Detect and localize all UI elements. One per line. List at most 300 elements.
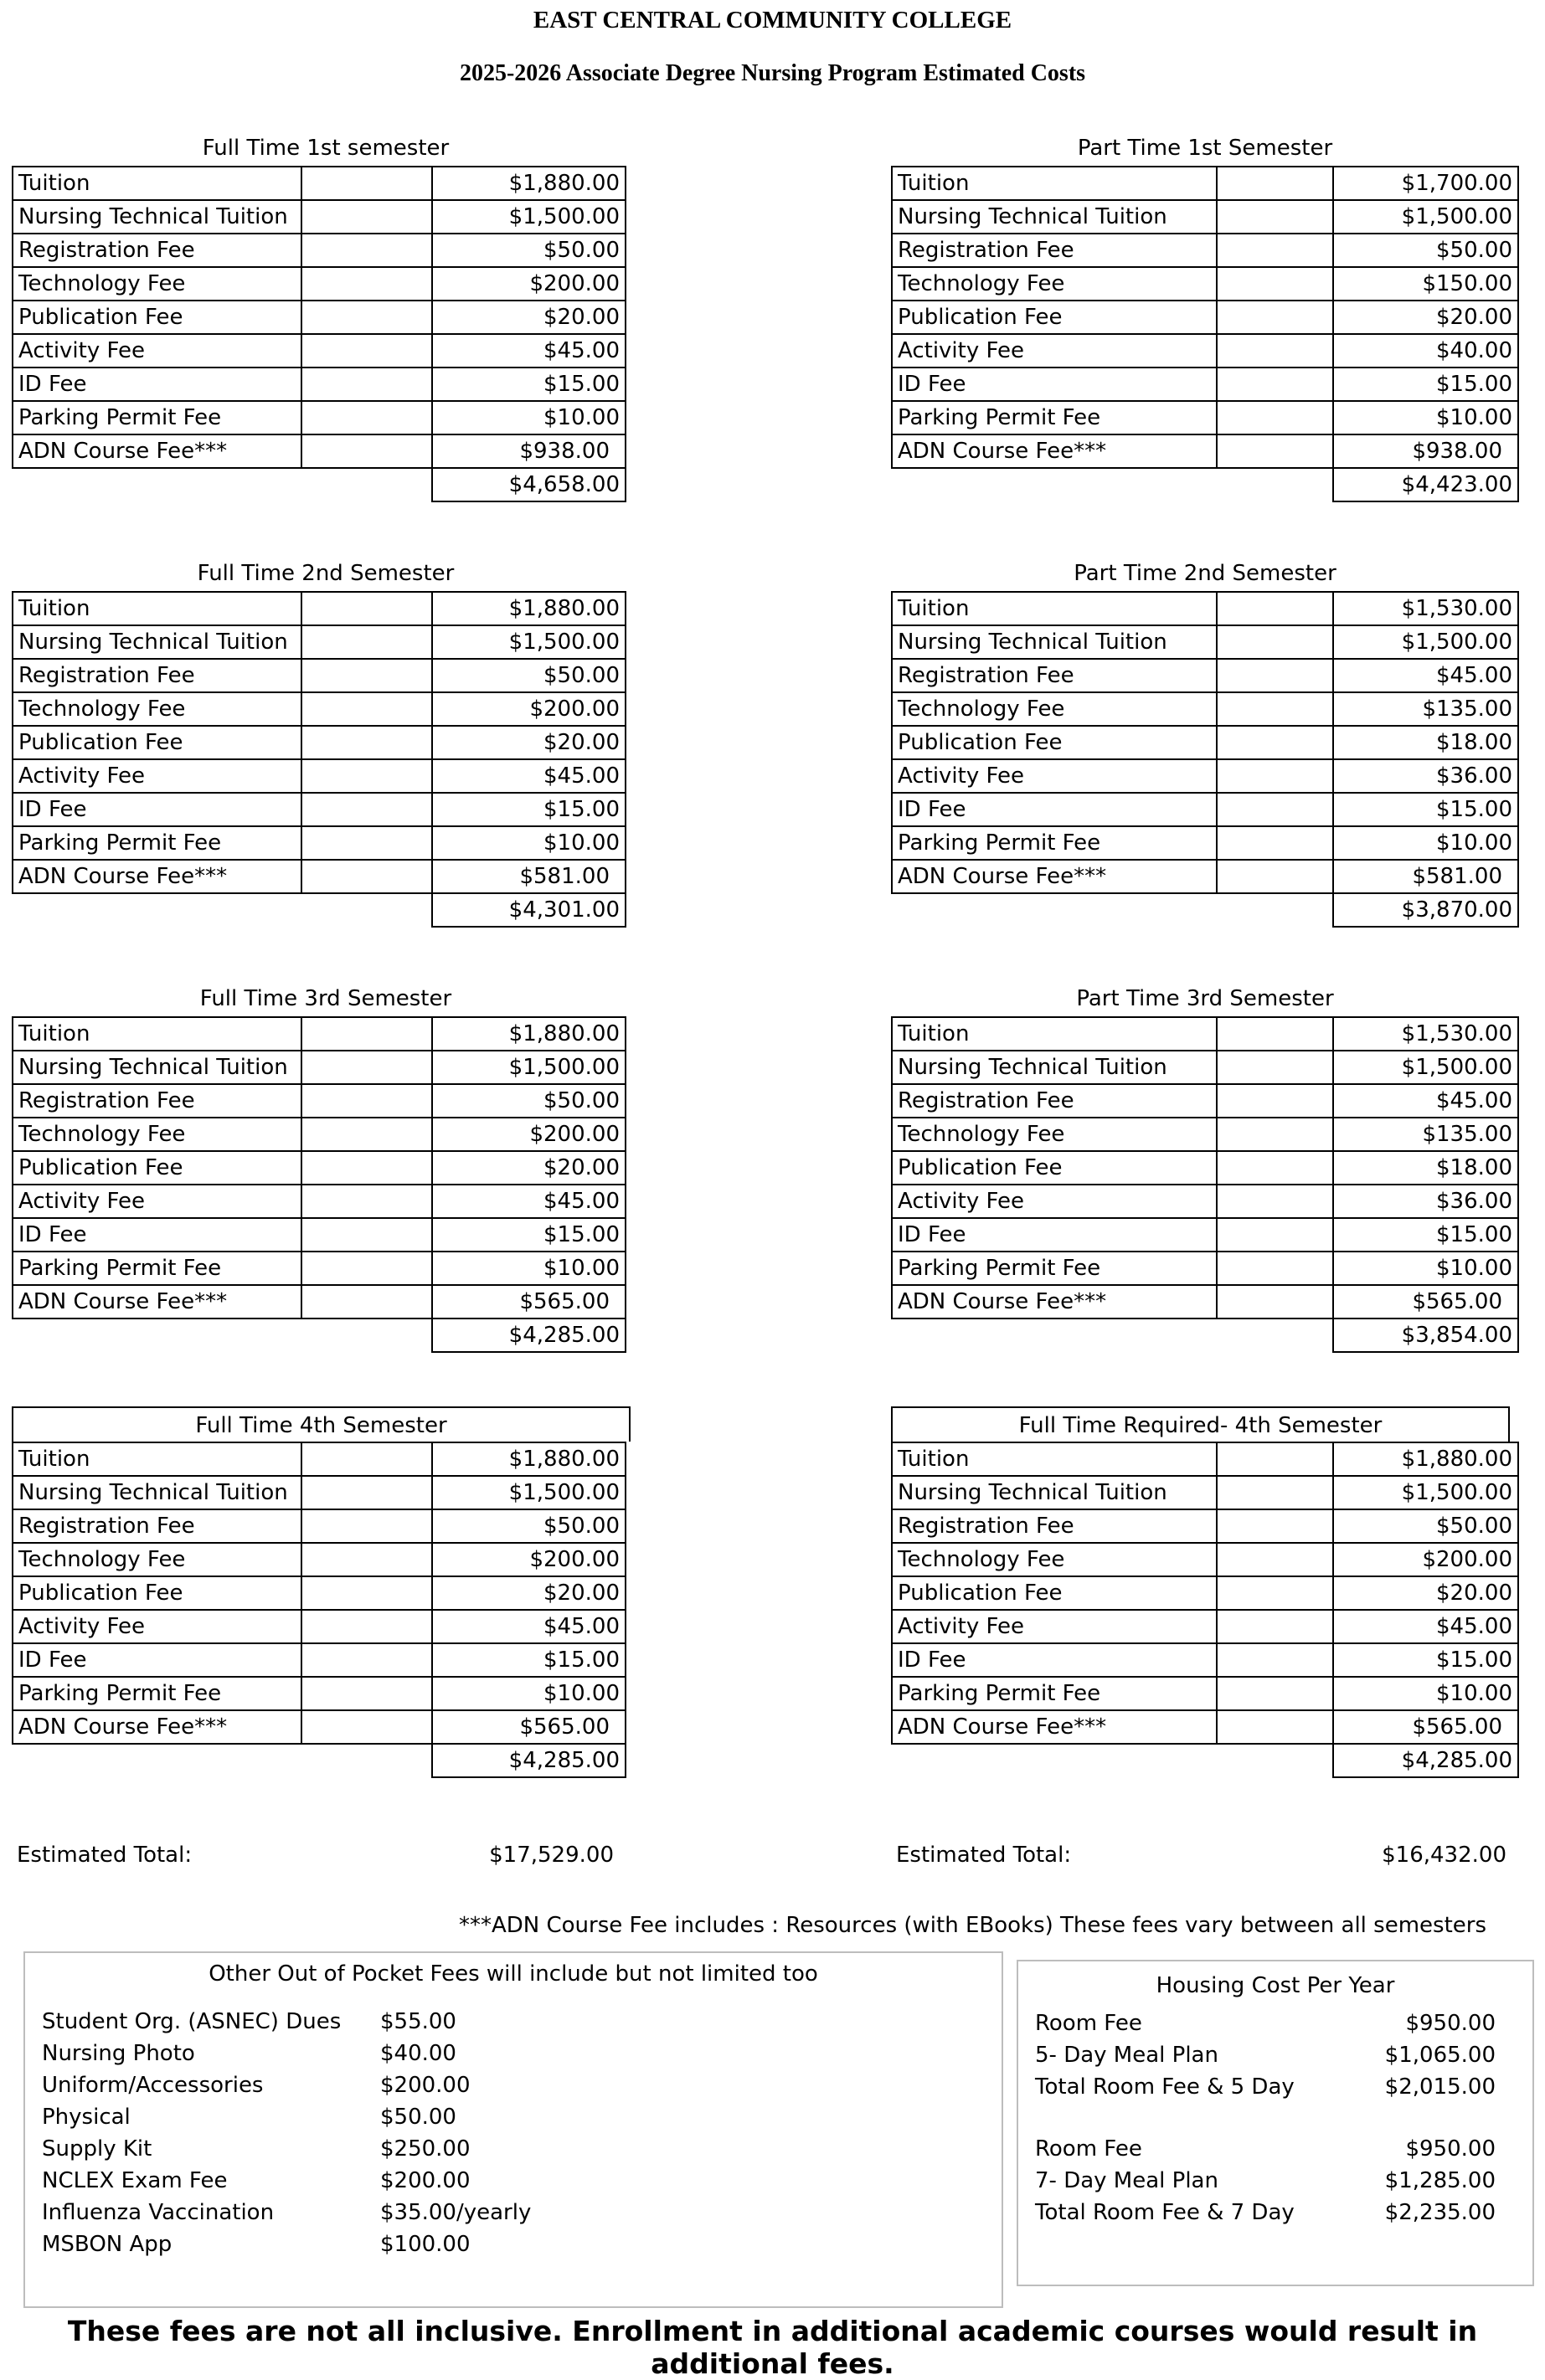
fee-label: Tuition bbox=[892, 1442, 1217, 1476]
fee-row bbox=[13, 1442, 626, 1476]
fee-amount: $200.00 bbox=[1333, 1543, 1518, 1576]
fee-label: Activity Fee bbox=[892, 759, 1217, 793]
total-row bbox=[892, 1744, 1518, 1777]
fee-row bbox=[892, 200, 1518, 234]
fee-label: Nursing Technical Tuition bbox=[892, 1051, 1217, 1084]
housing-label: 7- Day Meal Plan bbox=[1035, 2168, 1218, 2193]
fee-amount: $565.00 bbox=[432, 1285, 626, 1319]
fee-table bbox=[891, 166, 1519, 502]
fee-row bbox=[13, 1218, 626, 1252]
fee-row bbox=[892, 267, 1518, 301]
fee-amount: $1,880.00 bbox=[432, 592, 626, 625]
schedule-title: Full Time 3rd Semester bbox=[199, 986, 452, 1011]
fee-row bbox=[13, 234, 626, 267]
fee-row bbox=[892, 1252, 1518, 1285]
fee-label: Tuition bbox=[13, 592, 301, 625]
fee-label: Tuition bbox=[13, 1017, 301, 1051]
fee-row bbox=[13, 334, 626, 368]
fee-amount: $45.00 bbox=[432, 759, 626, 793]
semester-total: $4,285.00 bbox=[1333, 1744, 1518, 1777]
fee-row bbox=[13, 592, 626, 625]
fee-amount: $50.00 bbox=[432, 1509, 626, 1543]
empty-cell bbox=[301, 826, 432, 860]
empty-cell bbox=[1217, 1442, 1333, 1476]
fee-label: Tuition bbox=[13, 1442, 301, 1476]
blank-cell bbox=[13, 1744, 301, 1777]
empty-cell bbox=[301, 1442, 432, 1476]
empty-cell bbox=[301, 1677, 432, 1710]
fee-row bbox=[13, 659, 626, 692]
blank-cell bbox=[1217, 1744, 1333, 1777]
fee-row bbox=[892, 401, 1518, 434]
fee-row bbox=[13, 1610, 626, 1643]
fee-amount: $565.00 bbox=[1333, 1285, 1518, 1319]
fee-row bbox=[13, 1285, 626, 1319]
fee-label: Nursing Technical Tuition bbox=[892, 625, 1217, 659]
fee-row bbox=[13, 793, 626, 826]
fee-label: Parking Permit Fee bbox=[13, 826, 301, 860]
fee-row bbox=[892, 1185, 1518, 1218]
blank-cell bbox=[13, 468, 301, 501]
fee-row bbox=[892, 1509, 1518, 1543]
empty-cell bbox=[301, 234, 432, 267]
fee-label: Nursing Technical Tuition bbox=[13, 1476, 301, 1509]
fee-label: Nursing Technical Tuition bbox=[892, 200, 1217, 234]
total-row bbox=[13, 468, 626, 501]
fee-amount: $581.00 bbox=[432, 860, 626, 893]
page-title: EAST CENTRAL COMMUNITY COLLEGE bbox=[533, 7, 1012, 33]
total-row bbox=[892, 893, 1518, 927]
fee-label: Parking Permit Fee bbox=[892, 1252, 1217, 1285]
fee-row bbox=[13, 1051, 626, 1084]
fee-label: Parking Permit Fee bbox=[892, 401, 1217, 434]
fee-label: Activity Fee bbox=[13, 1185, 301, 1218]
fee-amount: $50.00 bbox=[432, 1084, 626, 1118]
fee-label: ID Fee bbox=[13, 1643, 301, 1677]
empty-cell bbox=[301, 625, 432, 659]
empty-cell bbox=[301, 659, 432, 692]
schedule-title: Full Time 4th Semester bbox=[12, 1406, 631, 1442]
fee-label: Activity Fee bbox=[13, 1610, 301, 1643]
empty-cell bbox=[1217, 167, 1333, 200]
fee-label: Activity Fee bbox=[892, 1185, 1217, 1218]
empty-cell bbox=[1217, 793, 1333, 826]
fee-amount: $15.00 bbox=[432, 368, 626, 401]
fee-amount: $45.00 bbox=[432, 1185, 626, 1218]
fee-row bbox=[13, 1509, 626, 1543]
fee-row bbox=[892, 1576, 1518, 1610]
fee-amount: $50.00 bbox=[1333, 1509, 1518, 1543]
empty-cell bbox=[301, 1576, 432, 1610]
disclaimer-note: These fees are not all inclusive. Enrollment in additional academic courses would result in additional fees. bbox=[67, 2315, 1478, 2380]
blank-cell bbox=[301, 1744, 432, 1777]
schedule-full-time-2nd bbox=[12, 556, 640, 928]
schedule-title: Full Time Required- 4th Semester bbox=[891, 1406, 1510, 1442]
fee-row bbox=[13, 692, 626, 726]
fee-row bbox=[13, 1543, 626, 1576]
other-fee-item bbox=[42, 2133, 628, 2165]
fee-amount: $20.00 bbox=[432, 1151, 626, 1185]
empty-cell bbox=[301, 1118, 432, 1151]
empty-cell bbox=[301, 167, 432, 200]
other-fee-value: $50.00 bbox=[380, 2105, 456, 2130]
fee-row bbox=[892, 334, 1518, 368]
fee-amount: $50.00 bbox=[1333, 234, 1518, 267]
housing-value: $1,285.00 bbox=[1384, 2168, 1496, 2193]
fee-row bbox=[892, 1476, 1518, 1509]
blank-cell bbox=[13, 893, 301, 927]
semester-total: $3,870.00 bbox=[1333, 893, 1518, 927]
schedule-title: Part Time 1st Semester bbox=[1077, 136, 1333, 161]
fee-row bbox=[13, 1151, 626, 1185]
other-fees-title: Other Out of Pocket Fees will include but not limited too bbox=[209, 1961, 818, 1987]
fee-amount: $36.00 bbox=[1333, 1185, 1518, 1218]
empty-cell bbox=[301, 759, 432, 793]
empty-cell bbox=[301, 434, 432, 468]
fee-row bbox=[13, 1710, 626, 1744]
other-fee-value: $40.00 bbox=[380, 2041, 456, 2066]
fee-row bbox=[892, 1218, 1518, 1252]
fee-row bbox=[13, 1185, 626, 1218]
semester-total: $4,658.00 bbox=[432, 468, 626, 501]
fee-amount: $20.00 bbox=[432, 1576, 626, 1610]
other-fee-item bbox=[42, 2197, 628, 2228]
empty-cell bbox=[301, 1285, 432, 1319]
fee-label: ID Fee bbox=[892, 368, 1217, 401]
fee-row bbox=[13, 1017, 626, 1051]
empty-cell bbox=[301, 1610, 432, 1643]
fee-row bbox=[13, 860, 626, 893]
fee-row bbox=[892, 434, 1518, 468]
fee-row bbox=[892, 759, 1518, 793]
semester-total: $4,301.00 bbox=[432, 893, 626, 927]
fee-row bbox=[13, 401, 626, 434]
fee-label: Parking Permit Fee bbox=[892, 1677, 1217, 1710]
fee-label: ADN Course Fee*** bbox=[892, 860, 1217, 893]
schedule-part-time-1st bbox=[891, 131, 1519, 502]
fee-label: Registration Fee bbox=[13, 659, 301, 692]
fee-label: Activity Fee bbox=[892, 1610, 1217, 1643]
housing-value: $950.00 bbox=[1405, 2011, 1496, 2036]
fee-label: ADN Course Fee*** bbox=[892, 434, 1217, 468]
other-fee-value: $200.00 bbox=[380, 2168, 471, 2193]
empty-cell bbox=[301, 1252, 432, 1285]
empty-cell bbox=[1217, 1285, 1333, 1319]
housing-item bbox=[1035, 2197, 1496, 2228]
empty-cell bbox=[1217, 1118, 1333, 1151]
fee-row bbox=[13, 267, 626, 301]
fee-amount: $1,500.00 bbox=[432, 1051, 626, 1084]
blank-cell bbox=[892, 1319, 1217, 1352]
blank-cell bbox=[301, 468, 432, 501]
fee-row bbox=[892, 167, 1518, 200]
blank-cell bbox=[892, 468, 1217, 501]
fee-label: Tuition bbox=[892, 1017, 1217, 1051]
fee-amount: $45.00 bbox=[1333, 1610, 1518, 1643]
empty-cell bbox=[1217, 368, 1333, 401]
fee-row bbox=[13, 434, 626, 468]
fee-amount: $15.00 bbox=[1333, 1643, 1518, 1677]
fee-label: Registration Fee bbox=[892, 1509, 1217, 1543]
other-fee-item bbox=[42, 2069, 628, 2101]
fee-amount: $10.00 bbox=[432, 1677, 626, 1710]
fee-label: Activity Fee bbox=[13, 334, 301, 368]
empty-cell bbox=[1217, 1151, 1333, 1185]
fee-row bbox=[892, 860, 1518, 893]
schedule-title: Part Time 2nd Semester bbox=[1074, 561, 1336, 586]
fee-amount: $20.00 bbox=[1333, 1576, 1518, 1610]
fee-amount: $40.00 bbox=[1333, 334, 1518, 368]
schedule-title: Full Time 1st semester bbox=[202, 136, 450, 161]
fee-amount: $200.00 bbox=[432, 267, 626, 301]
housing-label: Room Fee bbox=[1035, 2136, 1142, 2162]
fee-table bbox=[12, 591, 626, 928]
fee-amount: $1,880.00 bbox=[432, 1017, 626, 1051]
other-fee-label: Physical bbox=[42, 2105, 131, 2130]
blank-cell bbox=[1217, 468, 1333, 501]
housing-item bbox=[1035, 2071, 1496, 2103]
fee-amount: $10.00 bbox=[1333, 1252, 1518, 1285]
fee-label: Parking Permit Fee bbox=[13, 401, 301, 434]
fee-row bbox=[13, 1084, 626, 1118]
empty-cell bbox=[1217, 1710, 1333, 1744]
housing-value: $2,015.00 bbox=[1384, 2074, 1496, 2100]
fee-label: Registration Fee bbox=[892, 659, 1217, 692]
fee-row bbox=[892, 1017, 1518, 1051]
fee-row bbox=[892, 592, 1518, 625]
empty-cell bbox=[1217, 726, 1333, 759]
empty-cell bbox=[1217, 1084, 1333, 1118]
empty-cell bbox=[301, 1185, 432, 1218]
fee-label: Parking Permit Fee bbox=[13, 1252, 301, 1285]
fee-row bbox=[892, 659, 1518, 692]
housing-item bbox=[1035, 2165, 1496, 2197]
fee-label: Technology Fee bbox=[892, 267, 1217, 301]
fee-amount: $1,500.00 bbox=[1333, 1051, 1518, 1084]
empty-cell bbox=[1217, 1543, 1333, 1576]
empty-cell bbox=[301, 1151, 432, 1185]
empty-cell bbox=[1217, 1576, 1333, 1610]
fee-label: Publication Fee bbox=[13, 726, 301, 759]
fee-amount: $1,880.00 bbox=[432, 1442, 626, 1476]
fee-table bbox=[12, 1442, 626, 1778]
other-fee-label: Uniform/Accessories bbox=[42, 2073, 264, 2098]
fee-label: ADN Course Fee*** bbox=[13, 860, 301, 893]
total-row bbox=[892, 468, 1518, 501]
empty-cell bbox=[301, 1084, 432, 1118]
semester-total: $4,423.00 bbox=[1333, 468, 1518, 501]
fee-amount: $15.00 bbox=[1333, 368, 1518, 401]
fee-label: Publication Fee bbox=[13, 1151, 301, 1185]
other-fee-item bbox=[42, 2101, 628, 2133]
fee-amount: $1,700.00 bbox=[1333, 167, 1518, 200]
fee-label: Technology Fee bbox=[13, 1543, 301, 1576]
fee-label: ADN Course Fee*** bbox=[13, 1710, 301, 1744]
empty-cell bbox=[301, 1051, 432, 1084]
fee-amount: $10.00 bbox=[1333, 1677, 1518, 1710]
fee-label: ID Fee bbox=[13, 793, 301, 826]
fee-amount: $15.00 bbox=[432, 1643, 626, 1677]
fee-label: Technology Fee bbox=[892, 692, 1217, 726]
fee-amount: $15.00 bbox=[432, 1218, 626, 1252]
fee-label: Publication Fee bbox=[13, 1576, 301, 1610]
fee-amount: $45.00 bbox=[1333, 659, 1518, 692]
empty-cell bbox=[1217, 592, 1333, 625]
empty-cell bbox=[301, 1509, 432, 1543]
empty-cell bbox=[301, 368, 432, 401]
fee-row bbox=[892, 301, 1518, 334]
total-row bbox=[892, 1319, 1518, 1352]
fee-label: Parking Permit Fee bbox=[892, 826, 1217, 860]
fee-amount: $50.00 bbox=[432, 234, 626, 267]
fee-amount: $15.00 bbox=[432, 793, 626, 826]
fee-amount: $938.00 bbox=[1333, 434, 1518, 468]
housing-item bbox=[1035, 2039, 1496, 2071]
fee-label: ADN Course Fee*** bbox=[13, 1285, 301, 1319]
fee-amount: $1,880.00 bbox=[432, 167, 626, 200]
fee-row bbox=[892, 1285, 1518, 1319]
total-row bbox=[13, 893, 626, 927]
semester-total: $4,285.00 bbox=[432, 1319, 626, 1352]
fee-row bbox=[13, 826, 626, 860]
fee-label: Publication Fee bbox=[892, 1151, 1217, 1185]
fee-label: Registration Fee bbox=[13, 1084, 301, 1118]
fee-label: Nursing Technical Tuition bbox=[13, 1051, 301, 1084]
fee-row bbox=[13, 368, 626, 401]
fee-label: Registration Fee bbox=[13, 234, 301, 267]
other-fee-label: NCLEX Exam Fee bbox=[42, 2168, 228, 2193]
fee-row bbox=[892, 692, 1518, 726]
fee-amount: $200.00 bbox=[432, 1543, 626, 1576]
fee-amount: $1,500.00 bbox=[432, 625, 626, 659]
empty-cell bbox=[301, 1017, 432, 1051]
empty-cell bbox=[301, 1543, 432, 1576]
empty-cell bbox=[1217, 659, 1333, 692]
fee-row bbox=[13, 1118, 626, 1151]
schedule-full-time-3rd bbox=[12, 981, 640, 1353]
fee-row bbox=[13, 1576, 626, 1610]
empty-cell bbox=[1217, 434, 1333, 468]
fee-amount: $45.00 bbox=[432, 1610, 626, 1643]
empty-cell bbox=[301, 692, 432, 726]
fee-label: Nursing Technical Tuition bbox=[13, 625, 301, 659]
fee-label: Publication Fee bbox=[892, 726, 1217, 759]
fee-amount: $20.00 bbox=[1333, 301, 1518, 334]
fee-label: ID Fee bbox=[13, 368, 301, 401]
fee-row bbox=[892, 625, 1518, 659]
fee-row bbox=[892, 826, 1518, 860]
empty-cell bbox=[301, 334, 432, 368]
empty-cell bbox=[301, 301, 432, 334]
housing-title: Housing Cost Per Year bbox=[1156, 1973, 1395, 1998]
fee-amount: $565.00 bbox=[1333, 1710, 1518, 1744]
fee-label: Publication Fee bbox=[892, 301, 1217, 334]
empty-cell bbox=[301, 401, 432, 434]
other-fee-item bbox=[42, 2038, 628, 2069]
schedule-part-time-3rd bbox=[891, 981, 1519, 1353]
fee-row bbox=[13, 1643, 626, 1677]
estimated-total-label: Estimated Total: bbox=[17, 1843, 193, 1868]
housing-item bbox=[1035, 2007, 1496, 2039]
fee-label: Registration Fee bbox=[892, 234, 1217, 267]
fee-label: Parking Permit Fee bbox=[13, 1677, 301, 1710]
empty-cell bbox=[1217, 334, 1333, 368]
empty-cell bbox=[301, 592, 432, 625]
fee-label: Registration Fee bbox=[13, 1509, 301, 1543]
blank-cell bbox=[892, 893, 1217, 927]
fee-amount: $1,530.00 bbox=[1333, 1017, 1518, 1051]
fee-label: Tuition bbox=[13, 167, 301, 200]
fee-amount: $1,500.00 bbox=[432, 200, 626, 234]
other-fee-item bbox=[42, 2006, 628, 2038]
fee-row bbox=[13, 1476, 626, 1509]
semester-total: $3,854.00 bbox=[1333, 1319, 1518, 1352]
fee-label: ADN Course Fee*** bbox=[892, 1285, 1217, 1319]
housing-value: $2,235.00 bbox=[1384, 2200, 1496, 2225]
semester-total: $4,285.00 bbox=[432, 1744, 626, 1777]
fee-amount: $18.00 bbox=[1333, 726, 1518, 759]
schedule-full-time-required-4th bbox=[891, 1406, 1519, 1778]
total-row bbox=[13, 1319, 626, 1352]
schedule-full-time-1st bbox=[12, 131, 640, 502]
empty-cell bbox=[301, 1476, 432, 1509]
fee-amount: $135.00 bbox=[1333, 1118, 1518, 1151]
empty-cell bbox=[1217, 301, 1333, 334]
total-row bbox=[13, 1744, 626, 1777]
fee-label: Technology Fee bbox=[13, 267, 301, 301]
empty-cell bbox=[1217, 1509, 1333, 1543]
other-fee-value: $35.00/yearly bbox=[380, 2200, 532, 2225]
fee-amount: $1,530.00 bbox=[1333, 592, 1518, 625]
fee-label: ID Fee bbox=[892, 1643, 1217, 1677]
fee-row bbox=[892, 1610, 1518, 1643]
fee-amount: $10.00 bbox=[1333, 826, 1518, 860]
empty-cell bbox=[1217, 267, 1333, 301]
fee-amount: $10.00 bbox=[432, 826, 626, 860]
fee-row bbox=[13, 726, 626, 759]
fee-row bbox=[892, 793, 1518, 826]
empty-cell bbox=[1217, 1677, 1333, 1710]
fee-label: Technology Fee bbox=[892, 1118, 1217, 1151]
fee-row bbox=[892, 1643, 1518, 1677]
empty-cell bbox=[1217, 200, 1333, 234]
fee-row bbox=[892, 1677, 1518, 1710]
other-fee-item bbox=[42, 2165, 628, 2197]
fee-amount: $45.00 bbox=[432, 334, 626, 368]
fee-label: Tuition bbox=[892, 167, 1217, 200]
empty-cell bbox=[1217, 860, 1333, 893]
fee-label: ID Fee bbox=[892, 793, 1217, 826]
fee-amount: $135.00 bbox=[1333, 692, 1518, 726]
fee-row bbox=[13, 167, 626, 200]
other-fee-label: Student Org. (ASNEC) Dues bbox=[42, 2009, 342, 2034]
other-fee-label: Nursing Photo bbox=[42, 2041, 195, 2066]
fee-label: Registration Fee bbox=[892, 1084, 1217, 1118]
fee-amount: $1,880.00 bbox=[1333, 1442, 1518, 1476]
housing-label: Total Room Fee & 7 Day bbox=[1035, 2200, 1295, 2225]
fee-row bbox=[13, 301, 626, 334]
housing-label: Total Room Fee & 5 Day bbox=[1035, 2074, 1295, 2100]
fee-row bbox=[892, 1151, 1518, 1185]
fee-amount: $20.00 bbox=[432, 726, 626, 759]
empty-cell bbox=[301, 267, 432, 301]
fee-label: ID Fee bbox=[13, 1218, 301, 1252]
fee-amount: $10.00 bbox=[432, 401, 626, 434]
empty-cell bbox=[1217, 1610, 1333, 1643]
other-fees-box bbox=[23, 1951, 1003, 2308]
fee-table bbox=[12, 166, 626, 502]
fee-amount: $1,500.00 bbox=[432, 1476, 626, 1509]
